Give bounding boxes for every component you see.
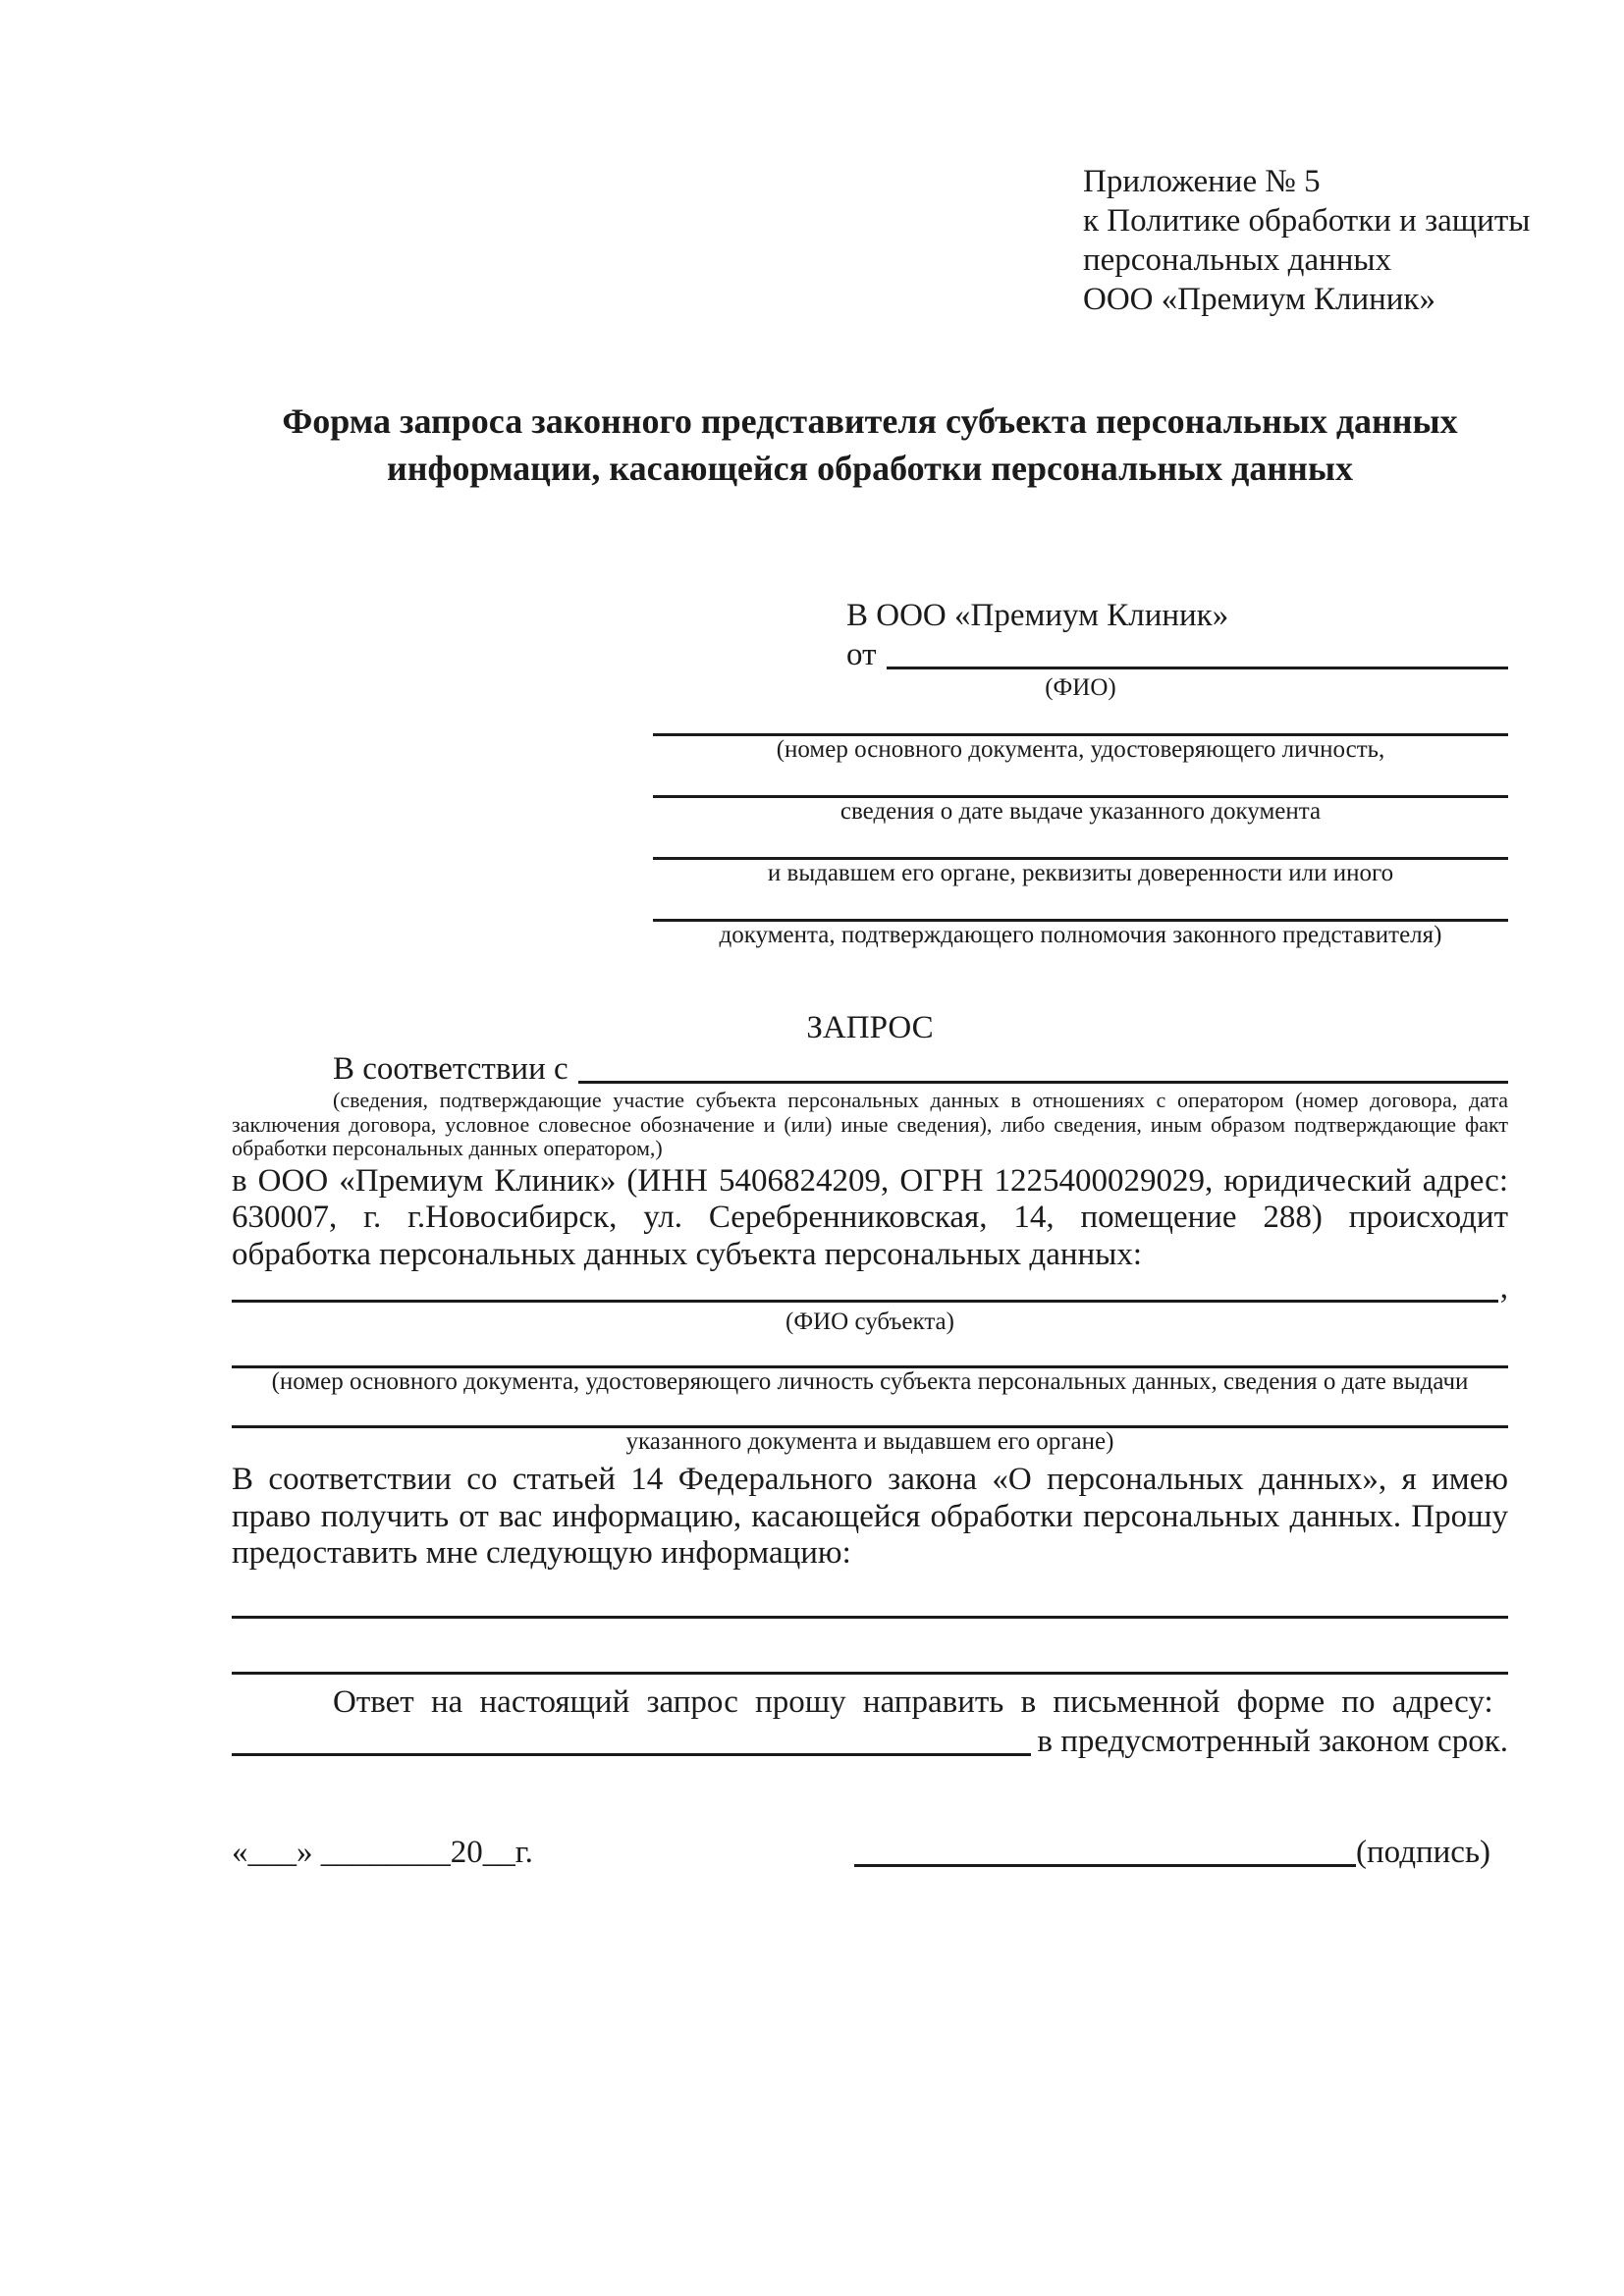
- appendix-line: ООО «Премиум Клиник»: [1083, 282, 1435, 317]
- subject-fio-caption: (ФИО субъекта): [785, 1308, 954, 1335]
- appendix-line: персональных данных: [1083, 242, 1392, 278]
- trailing-comma: ,: [1499, 1270, 1508, 1306]
- appendix-line: Приложение № 5: [1083, 164, 1321, 199]
- doc-powers-blank-line: [653, 886, 1508, 922]
- answer-paragraph-line-1: Ответ на настоящий запрос прошу направить в письменной форме по адресу:: [333, 1683, 1493, 1720]
- subject-fio-line: [232, 1270, 1508, 1306]
- addressee-to: В ООО «Премиум Клиник»: [846, 598, 1229, 633]
- information-blank-line-1: [232, 1573, 1508, 1619]
- date-signature-row: [232, 1833, 1508, 1872]
- doc-issue-date-caption: сведения о дате выдаче указанного документа: [839, 798, 1322, 825]
- subject-doc-caption-2: указанного документа и выдавшем его органе): [625, 1428, 1114, 1455]
- answer-paragraph-line-2: [232, 1722, 1508, 1761]
- request-heading: ЗАПРОС: [806, 1010, 934, 1045]
- answer-paragraph-suffix: в предусмотренный законом срок.: [1037, 1723, 1508, 1759]
- in-accordance-label: В соответствии с: [333, 1051, 568, 1087]
- fio-blank-line: [887, 666, 1509, 669]
- addressee-block: [846, 596, 1508, 674]
- answer-address-blank-line: [232, 1752, 1031, 1756]
- doc-issue-date-blank-line: [653, 763, 1508, 798]
- basis-footnote: (сведения, подтверждающие участие субъекта персональных данных в отношениях с оператором (номер договора, дата заключения договора, условное словесное обозначение и (или) иные сведения), либо сведения, иным образом подтверждающие факт обработки персональных данных оператором,): [232, 1088, 1508, 1160]
- appendix-note: [1083, 162, 1531, 319]
- fio-caption: (ФИО): [1045, 674, 1116, 701]
- subject-fio-blank-line: [232, 1274, 1498, 1303]
- doc-number-caption: (номер основного документа, удостоверяющего личность,: [776, 736, 1385, 763]
- signature-caption: (подпись): [1356, 1834, 1490, 1870]
- doc-number-blank-line: [653, 701, 1508, 736]
- in-accordance-line: [333, 1049, 1508, 1089]
- document-title-line: информации, касающейся обработки персональных данных: [387, 449, 1353, 488]
- date-blank: «___» ________20__г.: [232, 1834, 533, 1870]
- doc-authority-caption: и выдавшем его органе, реквизиты доверенности или иного: [767, 860, 1394, 886]
- addressee-fields: [653, 674, 1508, 948]
- subject-doc-blank-line: [232, 1335, 1508, 1368]
- subject-doc-blank-line-2: [232, 1395, 1508, 1428]
- law-paragraph: В соответствии со статьей 14 Федерального закона «О персональных данных», я имею право получить от вас информацию, касающейся обработки персональных данных. Прошу предоставить мне следующую информацию:: [232, 1462, 1508, 1571]
- from-label: от: [846, 637, 877, 672]
- document-title-line: Форма запроса законного представителя субъекта персональных данных: [282, 401, 1458, 441]
- basis-blank-line: [578, 1080, 1508, 1084]
- appendix-line: к Политике обработки и защиты: [1083, 203, 1531, 239]
- information-blank-line-2: [232, 1619, 1508, 1675]
- signature-blank-line: [854, 1863, 1356, 1867]
- document-title: [232, 398, 1508, 492]
- doc-authority-blank-line: [653, 825, 1508, 860]
- operator-paragraph: в ООО «Премиум Клиник» (ИНН 5406824209, ОГРН 1225400029029, юридический адрес: 630007, г. г.Новосибирск, ул. Серебренниковская, 14, помещение 288) происходит обработка персональных данных субъекта персональных данных:: [232, 1162, 1508, 1272]
- from-line: [846, 635, 1508, 674]
- subject-doc-caption-1: (номер основного документа, удостоверяющего личность субъекта персональных данных, сведения о дате выдачи: [271, 1368, 1469, 1395]
- signature-group: [854, 1833, 1490, 1872]
- doc-powers-caption: документа, подтверждающего полномочия законного представителя): [719, 922, 1442, 948]
